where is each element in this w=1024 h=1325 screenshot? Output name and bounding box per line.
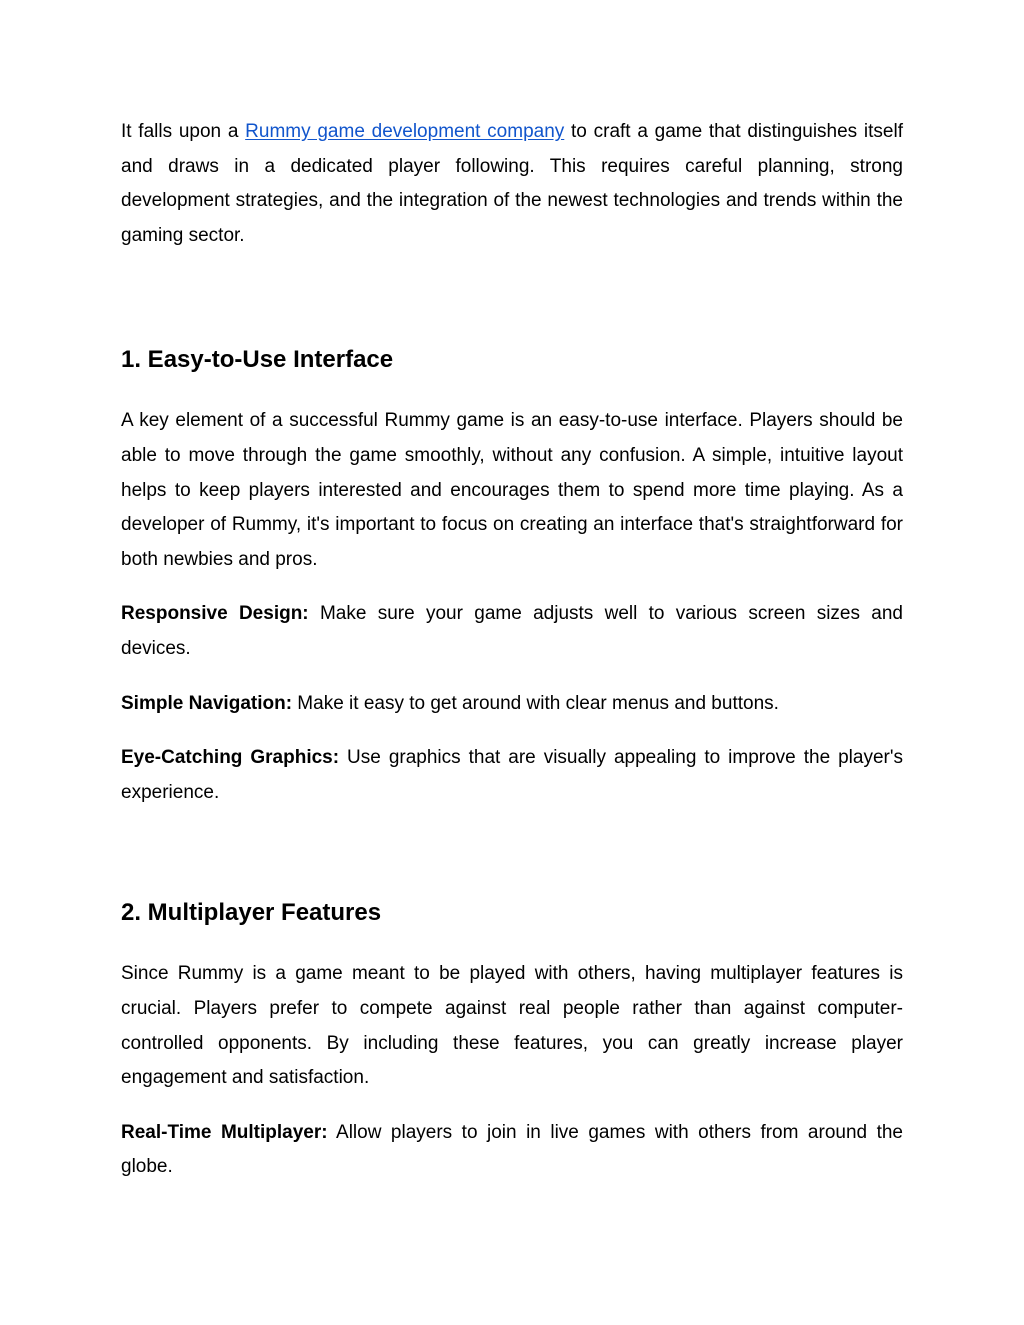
item-term: Responsive Design: (121, 603, 309, 625)
item-term: Simple Navigation: (121, 692, 293, 714)
section-1-item-eye-catching-graphics (121, 741, 903, 810)
item-term: Real-Time Multiplayer: (121, 1121, 328, 1143)
document-page (121, 113, 903, 1185)
intro-paragraph (121, 115, 903, 253)
intro-text-after-link: to craft a game that distinguishes itself and draws in a dedicated player following. This requires careful planning, strong development strategies, and the integration of the newest technologies and trends within the gaming sector. (121, 121, 904, 246)
section-1-heading: 1. Easy-to-Use Interface (121, 346, 394, 374)
item-text: Use graphics that are visually appealing to improve the player's experience. (121, 747, 903, 803)
item-text: Make sure your game adjusts well to various screen sizes and devices. (121, 603, 903, 659)
intro-text-before-link: It falls upon a (121, 121, 246, 142)
rummy-company-link[interactable]: Rummy game development company (245, 121, 565, 142)
section-1-body: A key element of a successful Rummy game is an easy-to-use interface. Players should be able to move through the game smoothly, without any confusion. A simple, intuitive layout helps to keep players interested and encourages them to spend more time playing. As a developer of Rummy, it's important to focus on creating an interface that's straightforward for both newbies and pros. (121, 410, 903, 570)
item-text: Allow players to join in live games with others from around the globe. (121, 1121, 903, 1178)
item-text: Make it easy to get around with clear menus and buttons. (292, 692, 779, 714)
section-2-heading: 2. Multiplayer Features (121, 899, 382, 927)
section-1-item-responsive-design (121, 597, 903, 666)
section-2-body: Since Rummy is a game meant to be played with others, having multiplayer features is crucial. Players prefer to compete against real people rather than against computer-controlled opponents. By including these features, you can greatly increase player engagement and satisfaction. (121, 963, 903, 1089)
item-term: Eye-Catching Graphics: (121, 747, 340, 769)
section-2-item-real-time-multiplayer (121, 1116, 903, 1185)
section-1-item-simple-navigation (121, 687, 903, 722)
